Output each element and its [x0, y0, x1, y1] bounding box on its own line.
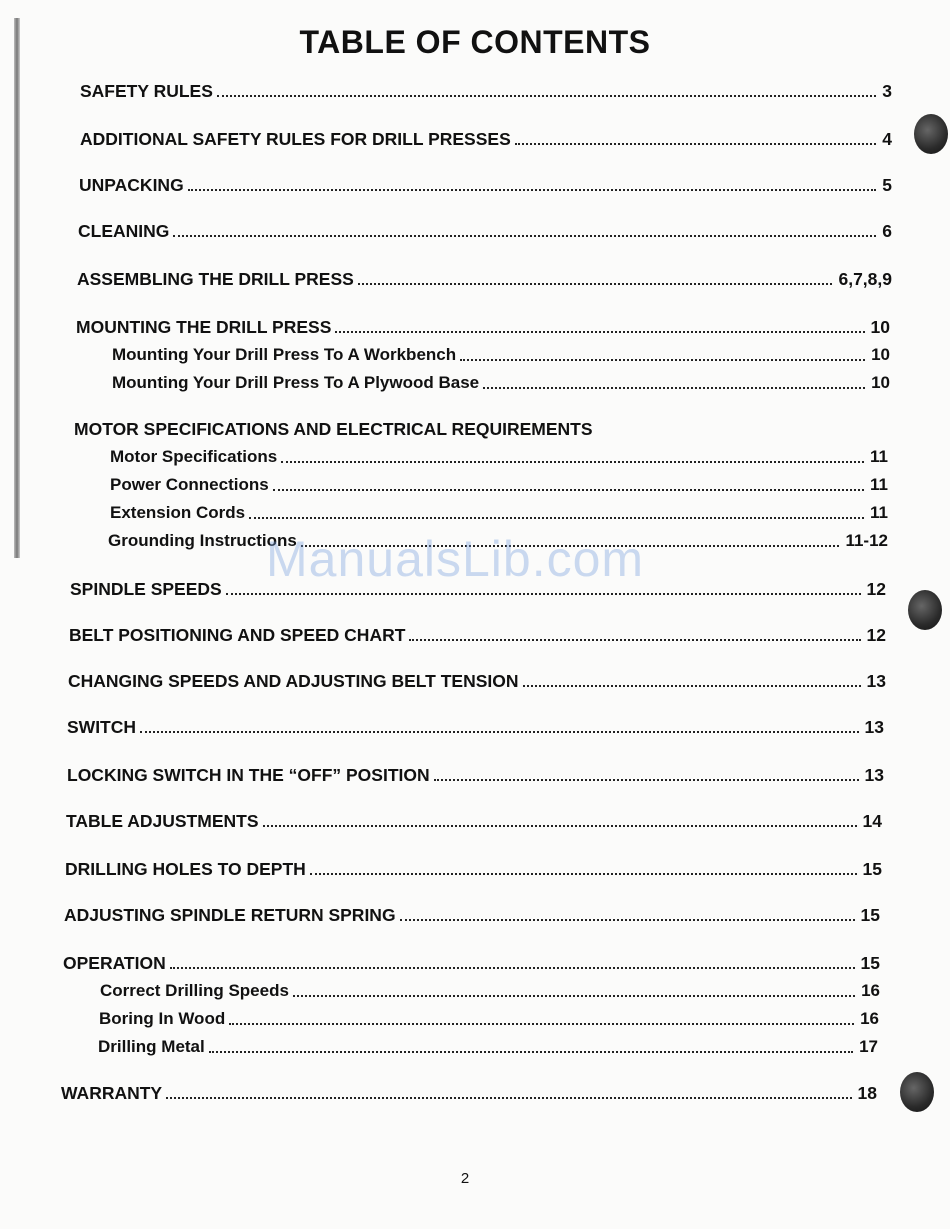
toc-page: 12: [866, 579, 886, 599]
punch-hole-bottom: [900, 1072, 934, 1112]
leader-dots: [293, 995, 855, 997]
toc-page: 11: [870, 475, 888, 494]
leader-dots: [434, 779, 859, 781]
toc-label: UNPACKING: [79, 175, 184, 195]
toc-page: 10: [871, 345, 890, 364]
toc-entry-boring-in-wood[interactable]: [99, 1008, 879, 1030]
toc-entry-locking-switch[interactable]: [67, 764, 884, 786]
toc-page: 6,7,8,9: [838, 269, 892, 289]
leader-dots: [460, 359, 865, 361]
toc-page: 15: [862, 859, 882, 879]
toc-page: 6: [882, 221, 892, 241]
toc-entry-drilling-metal[interactable]: [98, 1036, 878, 1058]
toc-entry-cleaning[interactable]: [78, 220, 892, 242]
toc-page: 11-12: [845, 531, 888, 550]
toc-entry-mounting-plywood[interactable]: [112, 372, 890, 394]
leader-dots: [409, 639, 860, 641]
toc-entry-warranty[interactable]: [61, 1082, 877, 1104]
toc-entry-safety-rules[interactable]: [80, 80, 892, 102]
leader-dots: [209, 1051, 853, 1053]
toc-entry-operation[interactable]: [63, 952, 880, 974]
leader-dots: [166, 1097, 851, 1099]
leader-dots: [400, 919, 855, 921]
toc-page: 14: [862, 811, 882, 831]
toc-label: Grounding Instructions: [108, 531, 297, 550]
punch-hole-top: [914, 114, 948, 154]
toc-page: 13: [864, 717, 884, 737]
toc-entry-switch[interactable]: [67, 716, 884, 738]
toc-label: Correct Drilling Speeds: [100, 981, 289, 1000]
toc-label: WARRANTY: [61, 1083, 163, 1103]
leader-dots: [226, 593, 861, 595]
toc-page: 4: [882, 129, 892, 149]
toc-label: TABLE ADJUSTMENTS: [66, 811, 259, 831]
toc-entry-mounting-workbench[interactable]: [112, 344, 890, 366]
toc-label: Power Connections: [110, 475, 269, 494]
leader-dots: [170, 967, 855, 969]
toc-entry-drilling-holes[interactable]: [65, 858, 882, 880]
toc-label: SAFETY RULES: [80, 81, 213, 101]
toc-entry-extension-cords[interactable]: [110, 502, 888, 524]
toc-entry-motor-specifications[interactable]: [110, 446, 888, 468]
leader-dots: [523, 685, 861, 687]
toc-page: 3: [882, 81, 892, 101]
leader-dots: [335, 331, 864, 333]
toc-label: CLEANING: [78, 221, 170, 241]
toc-entry-table-adjustments[interactable]: [66, 810, 882, 832]
toc-page: 11: [870, 447, 888, 466]
toc-page: 16: [861, 981, 880, 1000]
toc-label: Motor Specifications: [110, 447, 278, 466]
toc-page: 18: [857, 1083, 877, 1103]
toc-page: 13: [866, 671, 886, 691]
toc-page: 15: [860, 905, 880, 925]
toc-label: BELT POSITIONING AND SPEED CHART: [69, 625, 406, 645]
leader-dots: [310, 873, 857, 875]
toc-page: 10: [871, 373, 890, 392]
toc-entry-changing-speeds[interactable]: [68, 670, 886, 692]
toc-label: MOUNTING THE DRILL PRESS: [76, 317, 332, 337]
toc-page: 10: [870, 317, 890, 337]
toc-page: 16: [860, 1009, 879, 1028]
toc-page: 17: [859, 1037, 878, 1056]
toc-label: Mounting Your Drill Press To A Plywood Base: [112, 373, 480, 392]
toc-label: ADDITIONAL SAFETY RULES FOR DRILL PRESSES: [80, 129, 511, 149]
page-title: TABLE OF CONTENTS: [299, 24, 651, 60]
toc-label: CHANGING SPEEDS AND ADJUSTING BELT TENSION: [68, 671, 519, 691]
toc-label: Drilling Metal: [98, 1037, 205, 1056]
toc-label: OPERATION: [63, 953, 166, 973]
toc-entry-belt-positioning[interactable]: [69, 624, 886, 646]
toc-heading-motor-electrical[interactable]: MOTOR SPECIFICATIONS AND ELECTRICAL REQUIREMENTS: [74, 419, 593, 439]
toc-label: SPINDLE SPEEDS: [70, 579, 222, 599]
toc-label: Boring In Wood: [99, 1009, 226, 1028]
toc-entry-correct-drilling-speeds[interactable]: [100, 980, 880, 1002]
leader-dots: [229, 1023, 854, 1025]
leader-dots: [188, 189, 877, 191]
toc-entry-assembling[interactable]: [77, 268, 892, 290]
leader-dots: [483, 387, 865, 389]
toc-page: 11: [870, 503, 888, 522]
toc-entry-power-connections[interactable]: [110, 474, 888, 496]
toc-page: 15: [860, 953, 880, 973]
toc-label: SWITCH: [67, 717, 137, 737]
toc-label: Mounting Your Drill Press To A Workbench: [112, 345, 457, 364]
toc-page: 5: [882, 175, 892, 195]
toc-label: LOCKING SWITCH IN THE “OFF” POSITION: [67, 765, 430, 785]
leader-dots: [217, 95, 876, 97]
leader-dots: [515, 143, 877, 145]
toc-page: 13: [864, 765, 884, 785]
toc-label: Extension Cords: [110, 503, 246, 522]
leader-dots: [140, 731, 859, 733]
punch-hole-middle: [908, 590, 942, 630]
leader-dots: [273, 489, 864, 491]
leader-dots: [281, 461, 864, 463]
toc-entry-additional-safety[interactable]: [80, 128, 892, 150]
toc-entry-unpacking[interactable]: [79, 174, 892, 196]
toc-label: ADJUSTING SPINDLE RETURN SPRING: [64, 905, 396, 925]
toc-page: 12: [866, 625, 886, 645]
leader-dots: [263, 825, 857, 827]
leader-dots: [249, 517, 864, 519]
leader-dots: [358, 283, 833, 285]
toc-label: DRILLING HOLES TO DEPTH: [65, 859, 306, 879]
toc-entry-adjusting-spring[interactable]: [64, 904, 880, 926]
leader-dots: [173, 235, 876, 237]
toc-entry-mounting[interactable]: [76, 316, 890, 338]
toc-label: ASSEMBLING THE DRILL PRESS: [77, 269, 354, 289]
page-number: 2: [460, 1170, 470, 1187]
watermark: ManualsLib.com: [266, 531, 645, 587]
